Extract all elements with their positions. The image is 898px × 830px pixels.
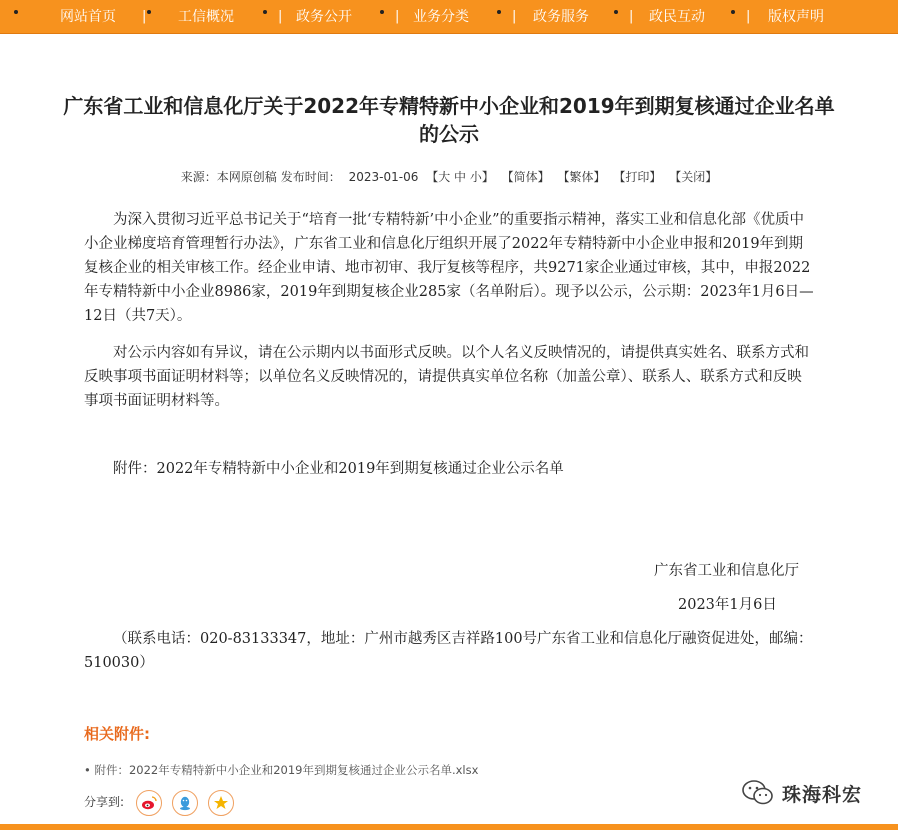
simplified-chinese-link[interactable]: 【简体】 — [501, 170, 550, 184]
weibo-icon-graphic — [137, 791, 161, 815]
qq-icon-graphic — [173, 791, 197, 815]
bottom-border — [0, 824, 898, 830]
nav-bullet — [147, 10, 151, 14]
article-title: 广东省工业和信息化厅关于2022年专精特新中小企业和2019年到期复核通过企业名单的公示 — [63, 94, 835, 146]
article-paragraph-2: 对公示内容如有异议，请在公示期内以书面形式反映。以个人名义反映情况的，请提供真实姓名、联系方式和反映事项书面证明材料等；以单位名义反映情况的，请提供真实单位名称（加盖公章）、联系人、联系方式和反映事项书面证明材料等。 — [84, 345, 809, 409]
related-file-link[interactable]: • 附件：2022年专精特新中小企业和2019年到期复核通过企业公示名单.xlsx — [84, 763, 479, 777]
nav-item-overview[interactable]: 工信概况 — [178, 9, 234, 25]
signature-date: 2023年1月6日 — [678, 597, 777, 613]
watermark-text: 珠海科宏 — [782, 784, 863, 806]
nav-separator: | — [395, 9, 400, 24]
related-attachments-title: 相关附件: — [84, 725, 150, 743]
nav-separator: | — [746, 9, 751, 24]
nav-item-interaction[interactable]: 政民互动 — [649, 9, 705, 25]
nav-separator: | — [278, 9, 283, 24]
nav-bullet — [263, 10, 267, 14]
article-paragraph-1: 为深入贯彻习近平总书记关于“培育一批‘专精特新’中小企业”的重要指示精神，落实工业和信息化部《优质中小企业梯度培育管理暂行办法》，广东省工业和信息化厅组织开展了2022年专精特新中小企业申报和2019年到期复核企业的相关审核工作。经企业申请、地市初审、我厅复核等程序，共9271家企业通过审核，其中，申报2022年专精特新中小企业8986家，2019年到期复核企业285家（名单附后）。现予以公示，公示期：2023年1月6日—12日（共7天）。 — [84, 212, 814, 324]
nav-bullet — [614, 10, 618, 14]
wechat-icon — [740, 778, 776, 808]
share-label: 分享到: — [84, 795, 125, 809]
contact-info: （联系电话：020-83133347，地址：广州市越秀区吉祥路100号广东省工业和信息化厅融资促进处，邮编：510030） — [84, 631, 813, 671]
nav-bullet — [731, 10, 735, 14]
traditional-chinese-link[interactable]: 【繁体】 — [557, 170, 606, 184]
published-date: 2023-01-06 — [348, 170, 419, 184]
qzone-icon[interactable] — [208, 790, 234, 816]
nav-item-business[interactable]: 业务分类 — [413, 9, 469, 25]
nav-bullet — [497, 10, 501, 14]
close-link[interactable]: 【关闭】 — [669, 170, 718, 184]
nav-item-copyright[interactable]: 版权声明 — [768, 9, 824, 25]
watermark — [740, 778, 880, 808]
article-meta — [0, 168, 898, 185]
print-link[interactable]: 【打印】 — [613, 170, 662, 184]
published-label: 发布时间： — [280, 170, 341, 184]
nav-item-gov-affairs[interactable]: 政务公开 — [296, 9, 352, 25]
qq-icon[interactable] — [172, 790, 198, 816]
nav-bullet — [380, 10, 384, 14]
nav-separator: | — [629, 9, 634, 24]
source-label: 来源：本网原创稿 — [180, 170, 277, 184]
nav-bullet — [14, 10, 18, 14]
signature-organization: 广东省工业和信息化厅 — [654, 563, 799, 579]
weibo-icon[interactable] — [136, 790, 162, 816]
nav-item-home[interactable]: 网站首页 — [60, 9, 116, 25]
nav-item-services[interactable]: 政务服务 — [533, 9, 589, 25]
qzone-icon-graphic — [209, 791, 233, 815]
nav-separator: | — [142, 9, 147, 24]
top-navigation — [0, 0, 898, 34]
nav-separator: | — [512, 9, 517, 24]
article-attachment-line: 附件：2022年专精特新中小企业和2019年到期复核通过企业公示名单 — [113, 461, 564, 477]
font-size-switcher[interactable]: 【大 中 小】 — [426, 170, 494, 184]
